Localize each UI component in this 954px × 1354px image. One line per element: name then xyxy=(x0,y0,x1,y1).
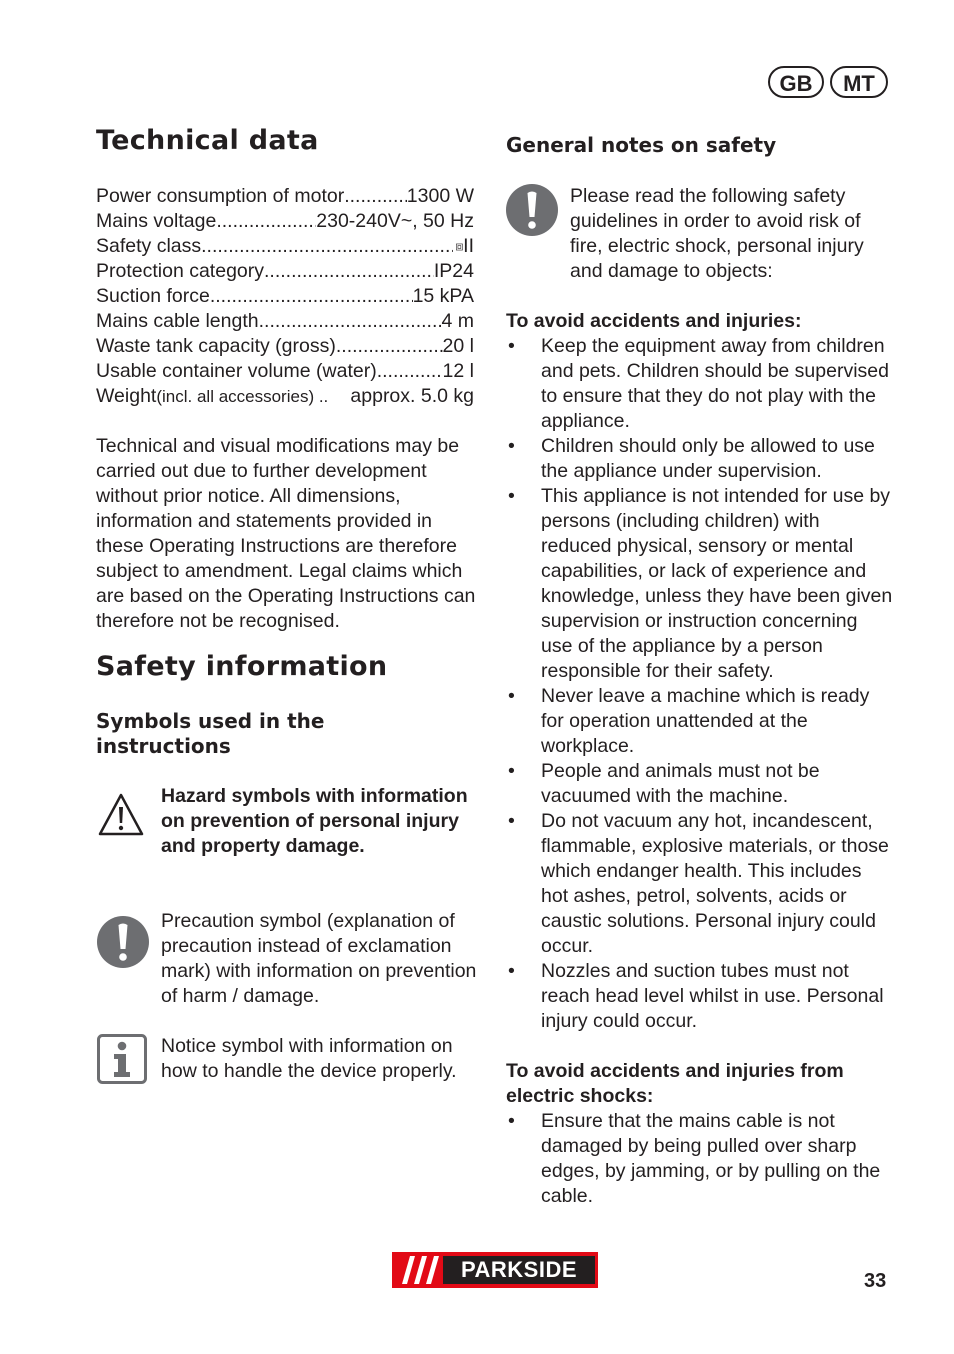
lang-badge-gb: GB xyxy=(768,66,824,98)
notice-symbol-text: Notice symbol with information on how to handle the device properly. xyxy=(161,1035,457,1082)
spec-row-container: Usable container volume (water) ..... 12 l xyxy=(96,359,474,384)
electric-shock-heading: To avoid accidents and injuries from electric shocks: xyxy=(506,1060,844,1107)
double-insulation-icon xyxy=(456,240,463,254)
page-number: 33 xyxy=(864,1270,887,1292)
electric-shock-list xyxy=(506,1109,894,1209)
accidents-list xyxy=(506,334,894,1034)
logo-stripes-icon xyxy=(396,1256,440,1284)
spec-row-tank: Waste tank capacity (gross) ..... 20 l xyxy=(96,334,474,359)
spec-row-voltage: Mains voltage ..... 230-240V~, 50 Hz xyxy=(96,209,474,234)
spec-row-weight: Weight (incl. all accessories) .. approx. 5.0 kg xyxy=(96,385,474,407)
parkside-logo xyxy=(392,1252,598,1288)
accidents-heading: To avoid accidents and injuries: xyxy=(506,310,802,332)
precaution-exclamation-icon xyxy=(97,916,149,968)
spec-row-suction: Suction force ..... 15 kPA xyxy=(96,284,474,309)
hazard-warning-icon xyxy=(98,792,144,838)
list-item: • This appliance is not intended for use by persons (including children) with reduced physical, sensory or mental capabilities, or lack of experience and knowledge, unless they have been given supervision or instruction concerning use of the appliance by a person responsible for their safety. xyxy=(506,484,894,684)
spec-row-safety-class: Safety class ..... II xyxy=(96,234,474,259)
precaution-symbol-text: Precaution symbol (explanation of precaution instead of exclamation mark) with information on prevention of harm / damage. xyxy=(161,910,477,1007)
safety-information-heading: Safety information xyxy=(96,651,388,682)
spec-row-power: Power consumption of motor ..... 1300 W xyxy=(96,184,474,209)
list-item: • Children should only be allowed to use the appliance under supervision. xyxy=(506,434,894,484)
general-notes-intro: Please read the following safety guidelines in order to avoid risk of fire, electric shock, personal injury and damage to objects: xyxy=(570,185,864,282)
brand-name: PARKSIDE xyxy=(443,1256,595,1284)
technical-data-heading: Technical data xyxy=(96,125,319,156)
precaution-exclamation-icon xyxy=(506,184,558,236)
list-item: • Nozzles and suction tubes must not reach head level whilst in use. Personal injury could occur. xyxy=(506,959,894,1034)
hazard-symbol-text: Hazard symbols with information on prevention of personal injury and property damage. xyxy=(161,785,468,857)
modifications-paragraph: Technical and visual modifications may be carried out due to further development without prior notice. All dimensions, information and statements provided in these Operating Instructions are therefore subject to amendment. Legal claims which are based on the Operating Instructions can therefore not be recognised. xyxy=(96,435,476,632)
lang-badge-mt: MT xyxy=(830,66,888,98)
spec-row-protection: Protection category ..... IP24 xyxy=(96,259,474,284)
list-item: • People and animals must not be vacuumed with the machine. xyxy=(506,759,894,809)
list-item: • Ensure that the mains cable is not damaged by being pulled over sharp edges, by jamming, or by pulling on the cable. xyxy=(506,1109,894,1209)
symbols-heading: Symbols used in the instructions xyxy=(96,709,325,758)
list-item: • Do not vacuum any hot, incandescent, flammable, explosive materials, or those which endanger health. This includes hot ashes, petrol, solvents, acids or caustic solutions. Personal injury could occur. xyxy=(506,809,894,959)
list-item: • Keep the equipment away from children and pets. Children should be supervised to ensure that they do not play with the appliance. xyxy=(506,334,894,434)
spec-list xyxy=(96,184,474,409)
spec-row-cable: Mains cable length ..... 4 m xyxy=(96,309,474,334)
notice-info-icon xyxy=(97,1034,147,1084)
general-notes-heading: General notes on safety xyxy=(506,133,777,157)
list-item: • Never leave a machine which is ready for operation unattended at the workplace. xyxy=(506,684,894,759)
